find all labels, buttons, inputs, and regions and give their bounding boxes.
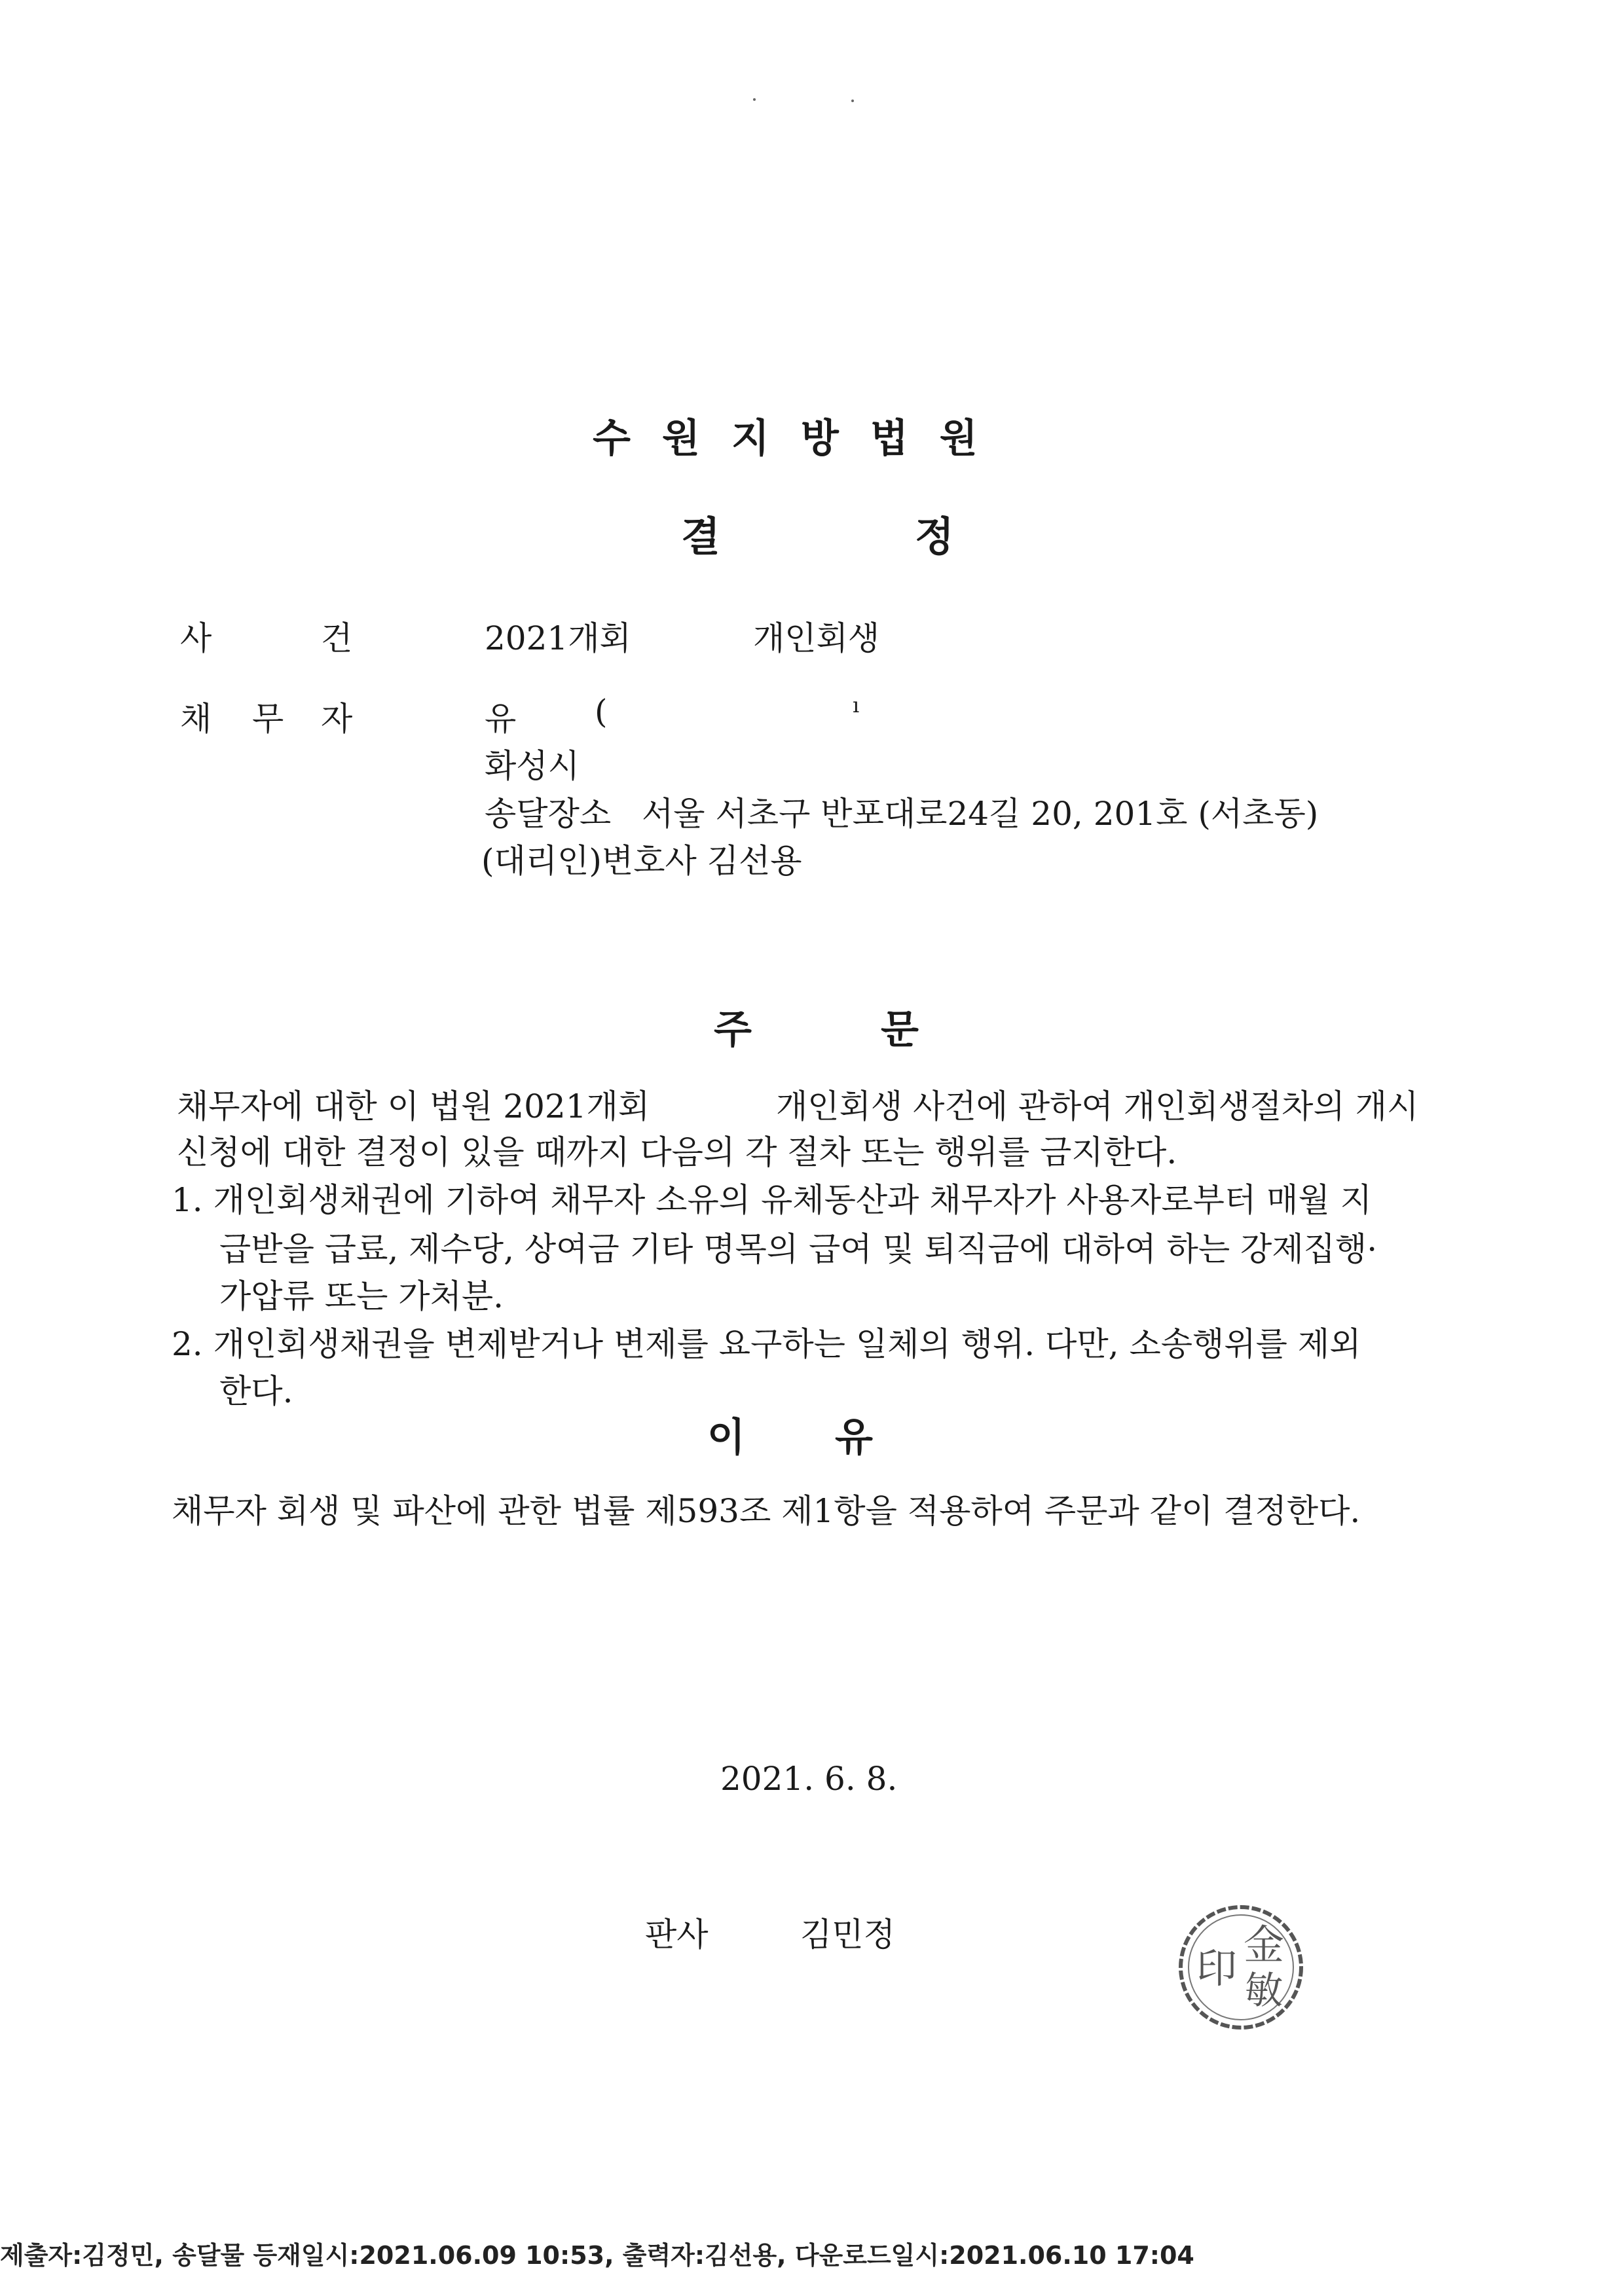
order-intro-line2: 신청에 대한 결정이 있을 때까지 다음의 각 절차 또는 행위를 금지한다. xyxy=(177,1133,1177,1171)
print-footer: 제출자:김정민, 송달물 등재일시:2021.06.09 10:53, 출력자:김선용, 다운로드일시:2021.06.10 17:04 xyxy=(0,2241,1194,2270)
delivery-label: 송달장소 xyxy=(485,795,612,833)
order-item2-line1: 2. 개인회생채권을 변제받거나 변제를 요구하는 일체의 행위. 다만, 소송행위를 제외 xyxy=(172,1325,1361,1363)
reason-text: 채무자 회생 및 파산에 관한 법률 제593조 제1항을 적용하여 주문과 같이 결정한다. xyxy=(172,1492,1361,1530)
decision-date: 2021. 6. 8. xyxy=(720,1760,898,1798)
debtor-name: 유 xyxy=(485,700,517,738)
order-item1-line2: 급받을 급료, 제수당, 상여금 기타 명목의 급여 및 퇴직금에 대하여 하는 강제집행· xyxy=(219,1230,1378,1268)
scan-speck xyxy=(851,100,854,102)
svg-text:敏: 敏 xyxy=(1244,1968,1283,2013)
reason-heading-right: 유 xyxy=(835,1415,873,1461)
agent: (대리인)변호사 김선용 xyxy=(481,842,802,880)
debtor-address: 화성시 xyxy=(485,747,580,785)
doc-type-left: 결 xyxy=(681,513,720,560)
reason-heading-left: 이 xyxy=(707,1415,745,1461)
debtor-label-1: 채 xyxy=(180,700,212,738)
judge-label: 판사 xyxy=(645,1916,709,1954)
doc-type-right: 정 xyxy=(915,513,954,560)
judge-name: 김민정 xyxy=(800,1916,895,1954)
order-item2-line2: 한다. xyxy=(219,1372,293,1410)
debtor-label-3: 자 xyxy=(321,700,353,738)
order-intro-line1-a: 채무자에 대한 이 법원 2021개회 xyxy=(177,1087,650,1125)
debtor-paren-close: ı xyxy=(853,693,860,718)
judge-seal xyxy=(1172,1899,1310,2036)
order-intro-line1-b: 개인회생 사건에 관하여 개인회생절차의 개시 xyxy=(776,1087,1419,1125)
case-name: 개인회생 xyxy=(753,619,880,657)
case-label-1: 사 xyxy=(180,619,212,657)
order-heading-right: 문 xyxy=(881,1007,919,1053)
case-label-2: 건 xyxy=(321,619,353,657)
debtor-label-2: 무 xyxy=(252,700,284,738)
case-number: 2021개회 xyxy=(485,619,631,657)
order-heading-left: 주 xyxy=(714,1007,752,1053)
scan-speck xyxy=(753,98,756,101)
svg-text:印: 印 xyxy=(1196,1944,1238,1992)
delivery-address: 서울 서초구 반포대로24길 20, 201호 (서초동) xyxy=(642,795,1319,833)
court-name: 수원지방법원 xyxy=(593,416,1009,462)
order-item1-line3: 가압류 또는 가처분. xyxy=(219,1277,504,1315)
debtor-name-paren: ( xyxy=(595,693,608,731)
order-item1-line1: 1. 개인회생채권에 기하여 채무자 소유의 유체동산과 채무자가 사용자로부터 매월 지 xyxy=(172,1181,1372,1219)
svg-text:金: 金 xyxy=(1243,1921,1285,1969)
